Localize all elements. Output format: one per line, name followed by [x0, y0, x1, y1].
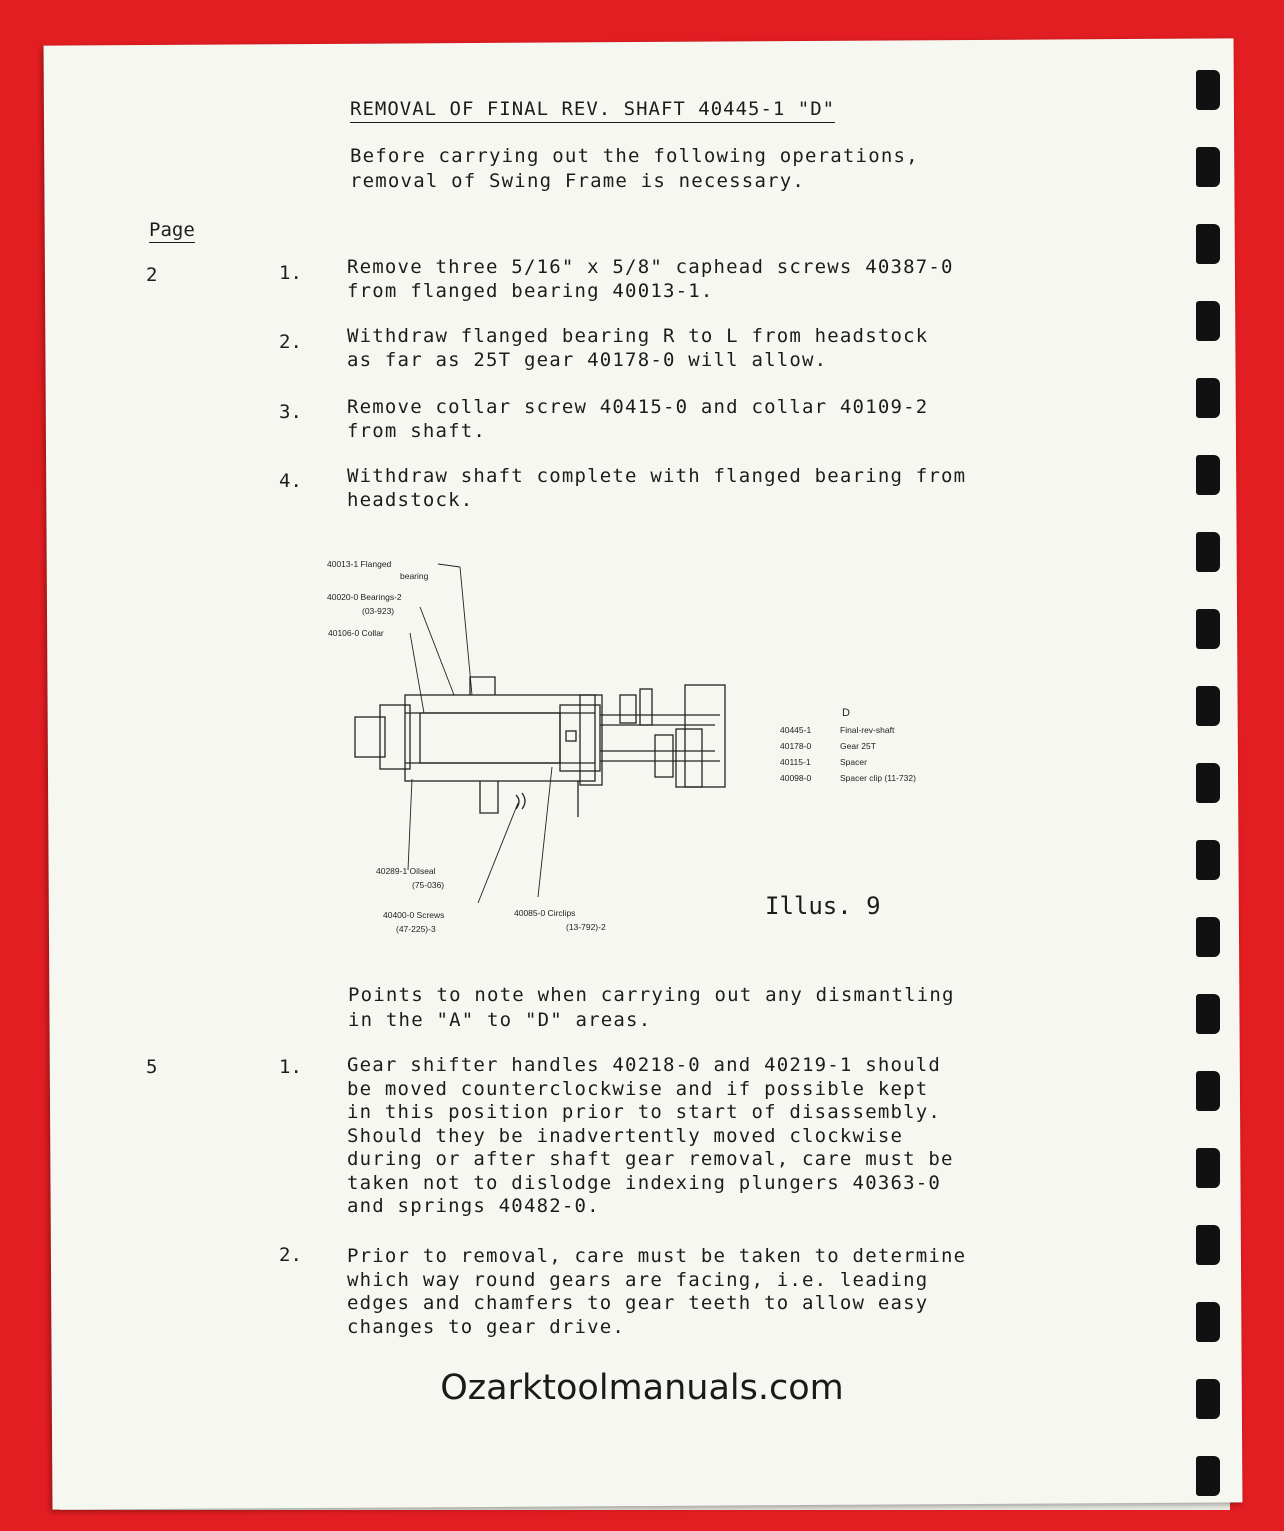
- leader-lines: [408, 564, 552, 903]
- page-ref: 2: [146, 264, 158, 286]
- legend-part: 40445-1: [780, 725, 812, 735]
- legend-desc: Gear 25T: [840, 741, 876, 751]
- step-text: Remove collar screw 40415-0 and collar 40109-2 from shaft.: [347, 396, 929, 442]
- intro-text: Before carrying out the following operations, removal of Swing Frame is necessary.: [350, 145, 919, 192]
- binding-ring: [1196, 686, 1220, 726]
- spiral-binding: [1196, 70, 1226, 1510]
- diagram-label: (03-923): [362, 606, 395, 616]
- binding-ring: [1196, 917, 1220, 957]
- diagram-label: 40013-1 Flanged: [327, 559, 392, 569]
- binding-ring: [1196, 147, 1220, 187]
- diagram-label: 40020-0 Bearings-2: [327, 592, 402, 602]
- step-text: Withdraw shaft complete with flanged bearing from headstock.: [347, 465, 967, 511]
- legend-part: 40098-0: [780, 773, 812, 783]
- step-number: 1.: [279, 1056, 302, 1078]
- notes-intro: Points to note when carrying out any dismantling in the "A" to "D" areas.: [348, 984, 955, 1031]
- binding-ring: [1196, 763, 1220, 803]
- diagram-label: (47-225)-3: [396, 924, 436, 934]
- diagram-label: 40106-0 Collar: [328, 628, 384, 638]
- step-number: 1.: [279, 262, 302, 284]
- legend-desc: Spacer: [840, 757, 867, 767]
- legend-part: 40178-0: [780, 741, 812, 751]
- step-number: 2.: [279, 331, 302, 353]
- diagram-label: (75-036): [412, 880, 445, 890]
- diagram-label: 40400-0 Screws: [383, 910, 445, 920]
- diagram-label: 40085-0 Circlips: [514, 908, 576, 918]
- diagram-label: bearing: [400, 571, 429, 581]
- watermark-footer: Ozarktoolmanuals.com: [440, 1368, 844, 1408]
- illustration-caption: Illus. 9: [765, 892, 881, 920]
- step-text: Withdraw flanged bearing R to L from headstock as far as 25T gear 40178-0 will allow.: [347, 325, 929, 371]
- diagram-label: 40289-1 Oilseal: [376, 866, 436, 876]
- shaft-assembly-drawing: [355, 677, 725, 817]
- binding-ring: [1196, 1148, 1220, 1188]
- step-text: Remove three 5/16" x 5/8" caphead screws 40387-0 from flanged bearing 40013-1.: [347, 256, 954, 302]
- page-ref: 5: [146, 1056, 158, 1078]
- legend-part: 40115-1: [780, 757, 811, 767]
- step-number: 2.: [279, 1244, 302, 1266]
- binding-ring: [1196, 378, 1220, 418]
- step-text: Gear shifter handles 40218-0 and 40219-1 should be moved counterclockwise and if possible kept in this position prior to start of disassembly. Should they be inadvertently moved clockwise during or after shaft gear removal, care must be taken not to dislodge indexing plungers 40363-0 and springs 40482-0.: [347, 1054, 954, 1217]
- diagram-label: (13-792)-2: [566, 922, 606, 932]
- binding-ring: [1196, 224, 1220, 264]
- step-number: 3.: [279, 401, 302, 423]
- binding-ring: [1196, 455, 1220, 495]
- section-heading: REMOVAL OF FINAL REV. SHAFT 40445-1 "D": [350, 98, 835, 123]
- binding-ring: [1196, 1225, 1220, 1265]
- binding-ring: [1196, 609, 1220, 649]
- binding-ring: [1196, 994, 1220, 1034]
- shaft-assembly-diagram: [320, 555, 980, 945]
- step-text: Prior to removal, care must be taken to determine which way round gears are facing, i.e. leading edges and chamfers to gear teeth to allow easy changes to gear drive.: [347, 1245, 967, 1338]
- binding-ring: [1196, 840, 1220, 880]
- binding-ring: [1196, 1456, 1220, 1496]
- binding-ring: [1196, 1071, 1220, 1111]
- binding-ring: [1196, 301, 1220, 341]
- legend-marker: D: [842, 707, 850, 719]
- legend-desc: Final-rev-shaft: [840, 725, 895, 735]
- legend-desc: Spacer clip (11-732): [840, 773, 916, 783]
- binding-ring: [1196, 532, 1220, 572]
- step-number: 4.: [279, 470, 302, 492]
- page-column-label: Page: [149, 219, 195, 241]
- binding-ring: [1196, 1302, 1220, 1342]
- binding-ring: [1196, 70, 1220, 110]
